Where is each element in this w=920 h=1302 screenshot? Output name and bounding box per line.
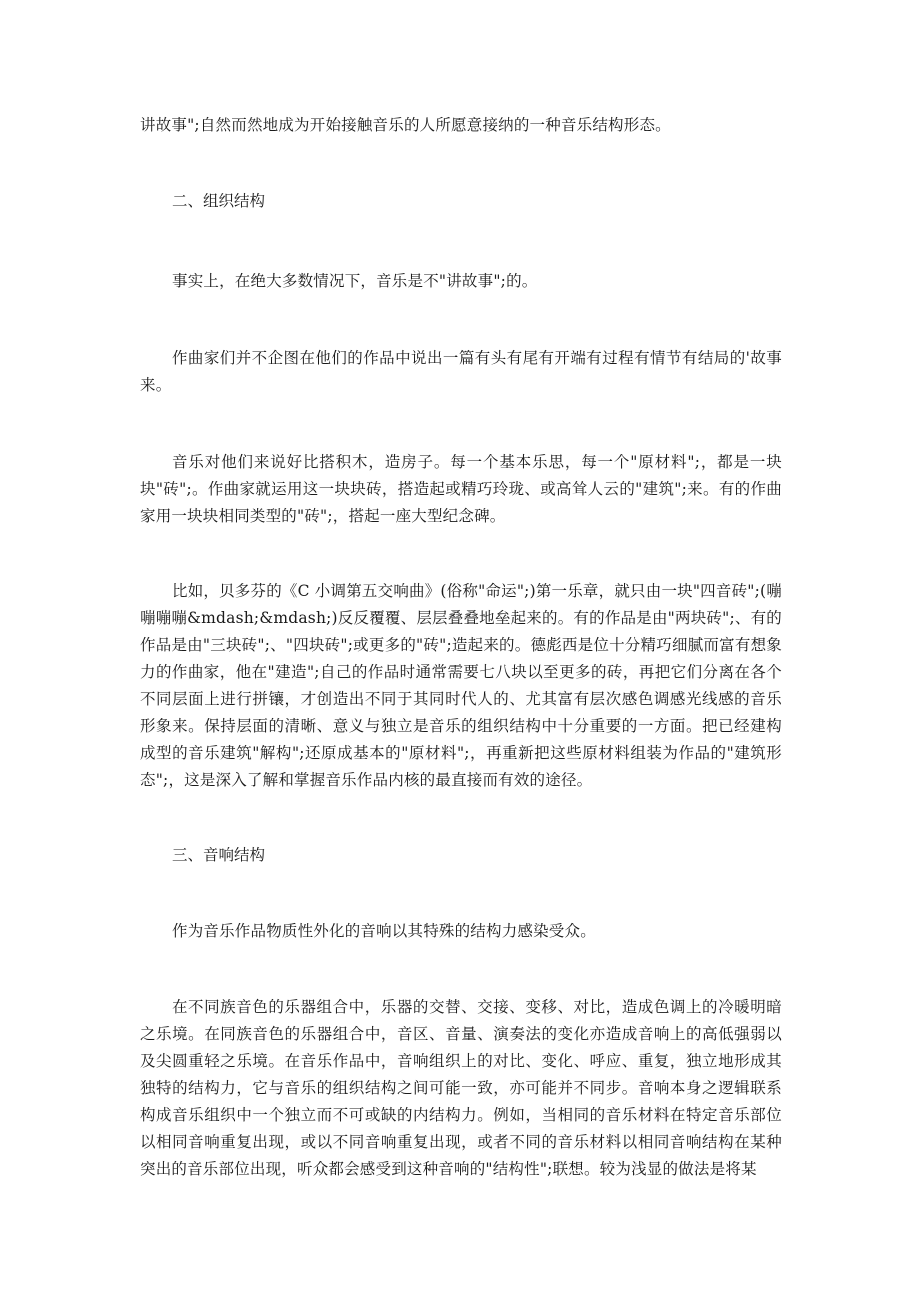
- paragraph: 作为音乐作品物质性外化的音响以其特殊的结构力感染受众。: [172, 922, 596, 940]
- paragraph: 在不同族音色的乐器组合中，乐器的交替、交接、变移、对比，造成色调上的冷暖明暗之乐境。在同族音色的乐器组合中，音区、音量、演奏法的变化亦造成音响上的高低强弱以及尖圆重轻之乐境。在音乐作品中，音响组织上的对比、变化、呼应、重复，独立地形成其独特的结构力，它与音乐的组织结构之间可能一致，亦可能并不同步。音响本身之逻辑联系构成音乐组织中一个独立而不可或缺的内结构力。例如，当相同的音乐材料在特定音乐部位以相同音响重复出现，或以不同音响重复出现，或者不同的音乐材料以相同音响结构在某种突出的音乐部位出现，听众都会感受到这种音响的"结构性";联想。较为浅显的做法是将某: [140, 998, 782, 1178]
- paragraph: 作曲家们并不企图在他们的作品中说出一篇有头有尾有开端有过程有情节有结局的'故事来。: [140, 349, 782, 394]
- paragraph: 事实上，在绝大多数情况下，音乐是不"讲故事";的。: [172, 272, 538, 290]
- paragraph-continuation: 讲故事";自然而然地成为开始接触音乐的人所愿意接纳的一种音乐结构形态。: [140, 116, 671, 134]
- paragraph: 比如，贝多芬的《C 小调第五交响曲》(俗称"命运";)第一乐章，就只由一块"四音砖";(嘣嘣嘣嘣&mdash;&mdash;)反反覆覆、层层叠叠地垒起来的。有的作品是由"两块砖";、有的作品是由"三块砖";、"四块砖";或更多的"砖";造起来的。德彪西是位十分精巧细腻而富有想象力的作曲家，他在"建造";自己的作品时通常需要七八块以至更多的砖，再把它们分离在各个不同层面上进行拼镶，才创造出不同于其同时代人的、尤其富有层次感色调感光线感的音乐形象来。保持层面的清晰、意义与独立是音乐的组织结构中十分重要的一方面。把已经建构成型的音乐建筑"解构";还原成基本的"原材料";，再重新把这些原材料组装为作品的"建筑形态";，这是深入了解和掌握音乐作品内核的最直接而有效的途径。: [140, 582, 782, 789]
- paragraph: 音乐对他们来说好比搭积木，造房子。每一个基本乐思，每一个"原材料";，都是一块块"砖";。作曲家就运用这一块块砖，搭造起或精巧玲珑、或高耸人云的"建筑";来。有的作曲家用一块块相同类型的"砖";，搭起一座大型纪念碑。: [140, 453, 782, 525]
- section-heading-organization: 二、组织结构: [172, 192, 266, 210]
- section-heading-sound: 三、音响结构: [172, 846, 266, 864]
